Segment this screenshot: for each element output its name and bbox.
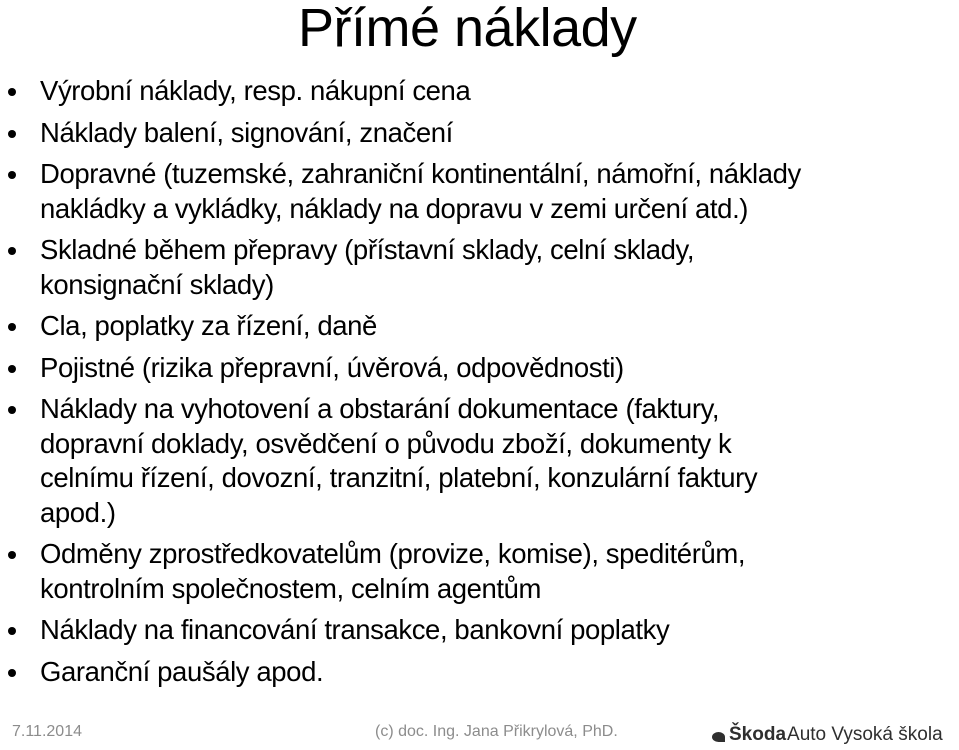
- bullet-line: Náklady na vyhotovení a obstarání dokumentace (faktury,: [40, 393, 720, 424]
- bullet-dot-icon: [8, 323, 16, 331]
- bullet-list: [0, 74, 940, 696]
- bullet-intermediary-fees: [0, 537, 940, 606]
- bullet-line: Cla, poplatky za řízení, daně: [40, 310, 377, 341]
- bullet-transport-costs: [0, 157, 940, 226]
- footer-date: 7.11.2014: [12, 723, 82, 740]
- bullet-line: Pojistné (rizika přepravní, úvěrová, odpovědnosti): [40, 351, 624, 383]
- bullet-line: Garanční paušály apod.: [40, 655, 324, 687]
- bullet-line: Odměny zprostředkovatelům (provize, komise), speditérům,: [40, 538, 746, 569]
- bullet-line: Náklady balení, signování, značení: [40, 116, 453, 148]
- bullet-line: Dopravné (tuzemské, zahraniční kontinentální, námořní, náklady: [40, 158, 801, 189]
- bullet-dot-icon: [8, 88, 16, 96]
- bullet-line: Náklady na financování transakce, bankovní poplatky: [40, 614, 670, 645]
- bullet-line: Skladné během přepravy (přístavní sklady, celní sklady,: [40, 234, 695, 265]
- skoda-auto-university-logo: [712, 716, 943, 746]
- bullet-dot-icon: [8, 406, 16, 414]
- bullet-dot-icon: [8, 365, 16, 373]
- bullet-dot-icon: [8, 171, 16, 179]
- bullet-packaging-costs: [0, 116, 940, 151]
- bullet-line: nakládky a vykládky, náklady na dopravu v zemi určení atd.): [40, 192, 749, 224]
- bullet-storage-costs: [0, 233, 940, 302]
- slide-title: Přímé náklady: [298, 0, 637, 58]
- bullet-insurance: [0, 351, 940, 386]
- bullet-documentation-costs: [0, 392, 940, 530]
- bullet-dot-icon: [8, 130, 16, 138]
- logo-brand-text: Škoda: [729, 724, 787, 745]
- bullet-financing-costs: [0, 613, 940, 648]
- bullet-production-costs: [0, 74, 940, 109]
- logo-mark-icon: [712, 732, 725, 742]
- bullet-line: Výrobní náklady, resp. nákupní cena: [40, 75, 471, 106]
- bullet-dot-icon: [8, 669, 16, 677]
- bullet-line: konsignační sklady): [40, 268, 274, 300]
- bullet-guarantee-fees: [0, 655, 940, 690]
- bullet-line: apod.): [40, 496, 116, 528]
- footer-author: (c) doc. Ing. Jana Přikrylová, PhD.: [375, 723, 618, 740]
- bullet-dot-icon: [8, 627, 16, 635]
- bullet-line: celnímu řízení, dovozní, tranzitní, platební, konzulární faktury: [40, 462, 758, 493]
- logo-school-text: Auto Vysoká škola: [787, 724, 943, 745]
- bullet-line: dopravní doklady, osvědčení o původu zboží, dokumenty k: [40, 427, 732, 459]
- bullet-customs-fees: [0, 309, 940, 344]
- bullet-dot-icon: [8, 551, 16, 559]
- bullet-dot-icon: [8, 247, 16, 255]
- bullet-line: kontrolním společnostem, celním agentům: [40, 572, 542, 604]
